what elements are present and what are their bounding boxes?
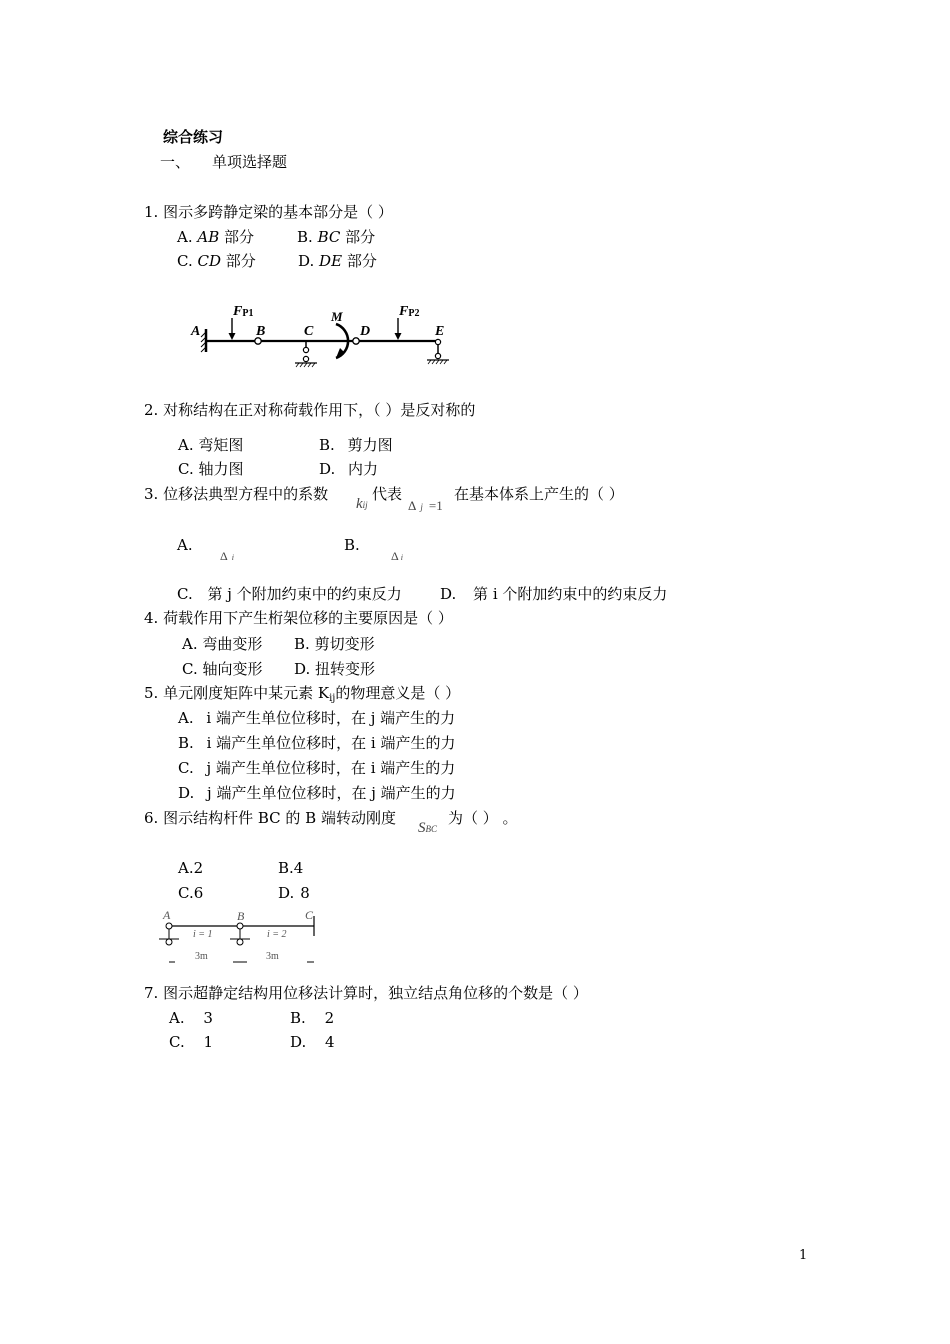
option-label: C.: [177, 585, 193, 603]
question-text: 图示超静定结构用位移法计算时，独立结点角位移的个数是（ ）: [163, 984, 588, 1002]
label-m: M: [331, 309, 343, 324]
question-text: 位移法典型方程中的系数: [163, 485, 329, 503]
q2-option-c: [178, 459, 244, 479]
option-label: A.: [178, 436, 194, 454]
option-label: B.: [278, 859, 294, 877]
option-label: A.: [177, 228, 193, 246]
question-text: 的物理意义是（ ）: [335, 684, 461, 702]
option-text: 剪力图: [347, 436, 393, 454]
question-text: 代表: [372, 485, 403, 503]
q3-option-b-delta: Δi: [391, 549, 403, 563]
option-text: i 端产生单位位移时，在 i 端产生的力: [206, 734, 456, 752]
label-a: A: [191, 324, 201, 339]
option-text: 2: [193, 859, 204, 877]
option-text: 2: [324, 1009, 335, 1027]
question-number: 6.: [144, 809, 159, 827]
question-text: 为（ ） 。: [448, 809, 518, 827]
option-label: A.: [178, 859, 194, 877]
option-label: C.: [177, 252, 193, 270]
roller-support-c: [295, 341, 317, 367]
length-label-ab: 3m: [195, 951, 208, 962]
option-label: A.: [182, 635, 198, 653]
option-text: 部分: [345, 228, 376, 246]
option-text: 1: [203, 1033, 214, 1051]
question-text: 在基本体系上产生的（ ）: [454, 485, 624, 503]
label-c: C: [305, 908, 314, 922]
coefficient-k: kij: [356, 496, 368, 512]
label-d: D: [360, 324, 371, 339]
q6-beam-figure: [155, 904, 325, 968]
q5-option-c: [178, 758, 455, 778]
option-text: 内力: [348, 460, 379, 478]
label-e: E: [435, 324, 445, 339]
option-label: B.: [297, 228, 313, 246]
option-var: AB: [197, 228, 220, 246]
option-text: 剪切变形: [314, 635, 375, 653]
question-number: 1.: [144, 203, 159, 221]
option-var: CD: [197, 252, 222, 270]
option-label: D.: [298, 252, 315, 270]
question-text: 图示结构杆件 BC 的 B 端转动刚度: [163, 809, 396, 827]
option-label: B.: [290, 1009, 306, 1027]
question-text: 对称结构在正对称荷载作用下，（ ）是反对称的: [163, 401, 476, 419]
q3-option-d: [440, 584, 667, 604]
option-text: 扭转变形: [315, 660, 376, 678]
q6-option-a: [178, 858, 203, 878]
q7-option-b: [290, 1008, 334, 1028]
option-var: BC: [317, 228, 341, 246]
section-title: 单项选择题: [212, 153, 288, 171]
option-var: DE: [319, 252, 343, 270]
option-text: 弯矩图: [198, 436, 244, 454]
option-text: 4: [325, 1033, 335, 1051]
q2-option-a: [178, 435, 243, 455]
label-b: B: [237, 909, 245, 923]
page-number: 1: [799, 1248, 808, 1263]
q6-option-d: [278, 883, 310, 903]
label-fp1: FP1: [233, 304, 254, 319]
option-text: 4: [293, 859, 304, 877]
question-number: 3.: [144, 485, 159, 503]
option-label: C.: [169, 1033, 185, 1051]
hinge-d: [353, 338, 359, 344]
q3-option-a-label: A.: [177, 536, 193, 554]
option-text: j 端产生单位位移时，在 j 端产生的力: [207, 784, 456, 802]
q1-option-b: [297, 227, 375, 247]
option-text: i 端产生单位位移时，在 j 端产生的力: [206, 709, 456, 727]
load-fp2-arrow-head: [395, 333, 402, 340]
q1-beam-figure: [185, 296, 460, 374]
option-label: C.: [182, 660, 198, 678]
delta-j-equals-1: Δ j =1: [408, 498, 443, 513]
q5-option-b: [178, 733, 455, 753]
question-7: [144, 983, 588, 1003]
option-text: j 端产生单位位移时，在 i 端产生的力: [206, 759, 456, 777]
option-label: B.: [178, 734, 194, 752]
q1-option-d: [298, 251, 377, 271]
question-text: 单元刚度矩阵中某元素 K: [163, 684, 330, 702]
option-label: C.: [178, 460, 194, 478]
stiffness-label-bc: i = 2: [267, 929, 287, 940]
question-3: [144, 484, 328, 504]
option-label: D.: [294, 660, 311, 678]
section-number: 一、: [160, 153, 191, 171]
q3-option-c: [177, 584, 402, 604]
question-text: 荷载作用下产生桁架位移的主要原因是（ ）: [163, 609, 453, 627]
option-text: 部分: [224, 228, 255, 246]
label-c: C: [304, 324, 314, 339]
option-label: C.: [178, 884, 194, 902]
question-text: 图示多跨静定梁的基本部分是（ ）: [163, 203, 393, 221]
label-b: B: [256, 324, 266, 339]
q6-option-c: [178, 883, 203, 903]
length-label-bc: 3m: [266, 951, 279, 962]
question-number: 2.: [144, 401, 159, 419]
q5-option-d: [178, 783, 456, 803]
stiffness-label-ab: i = 1: [193, 929, 213, 940]
option-label: A.: [169, 1009, 185, 1027]
q1-option-a: [177, 227, 254, 247]
option-label: D.: [319, 460, 336, 478]
load-fp1-arrow-head: [229, 333, 236, 340]
q7-option-c: [169, 1032, 213, 1052]
roller-support-e: [427, 339, 449, 364]
page-title: 综合练习: [163, 128, 224, 146]
q5-option-a: [178, 708, 455, 728]
option-text: 部分: [225, 252, 256, 270]
q4-option-b: [294, 634, 375, 654]
option-label: D.: [178, 784, 195, 802]
option-label: D.: [290, 1033, 307, 1051]
q1-option-c: [177, 251, 256, 271]
q7-option-d: [290, 1032, 335, 1052]
question-number: 4.: [144, 609, 159, 627]
option-label: A.: [178, 709, 194, 727]
label-a: A: [163, 908, 171, 922]
q2-option-d: [319, 459, 378, 479]
option-label: D.: [440, 585, 457, 603]
option-text: 轴向变形: [202, 660, 263, 678]
question-6: [144, 808, 396, 828]
q4-option-c: [182, 659, 263, 679]
option-text: 轴力图: [198, 460, 244, 478]
q2-option-b: [319, 435, 393, 455]
question-1: [144, 202, 393, 222]
label-fp2: FP2: [399, 304, 420, 319]
option-label: D.: [278, 884, 295, 902]
option-text: 8: [300, 884, 310, 902]
q3-option-a-delta: Δi: [220, 549, 234, 563]
question-number: 7.: [144, 984, 159, 1002]
option-text: 6: [193, 884, 204, 902]
option-text: 第 i 个附加约束中的约束反力: [473, 585, 668, 603]
question-number: 5.: [144, 684, 159, 702]
option-label: C.: [178, 759, 194, 777]
q4-option-d: [294, 659, 375, 679]
question-subscript: ij: [329, 693, 336, 704]
option-text: 弯曲变形: [202, 635, 263, 653]
q6-option-b: [278, 858, 303, 878]
rotational-stiffness-s: SBC: [418, 820, 438, 836]
q4-option-a: [182, 634, 262, 654]
option-text: 部分: [346, 252, 377, 270]
question-5: [144, 683, 460, 709]
option-text: 3: [203, 1009, 213, 1027]
question-4: [144, 608, 453, 628]
option-text: 第 j 个附加约束中的约束反力: [207, 585, 402, 603]
question-2: [144, 400, 475, 420]
option-label: B.: [294, 635, 310, 653]
q3-option-b-label: B.: [344, 536, 360, 554]
q7-option-a: [169, 1008, 213, 1028]
option-label: B.: [319, 436, 335, 454]
